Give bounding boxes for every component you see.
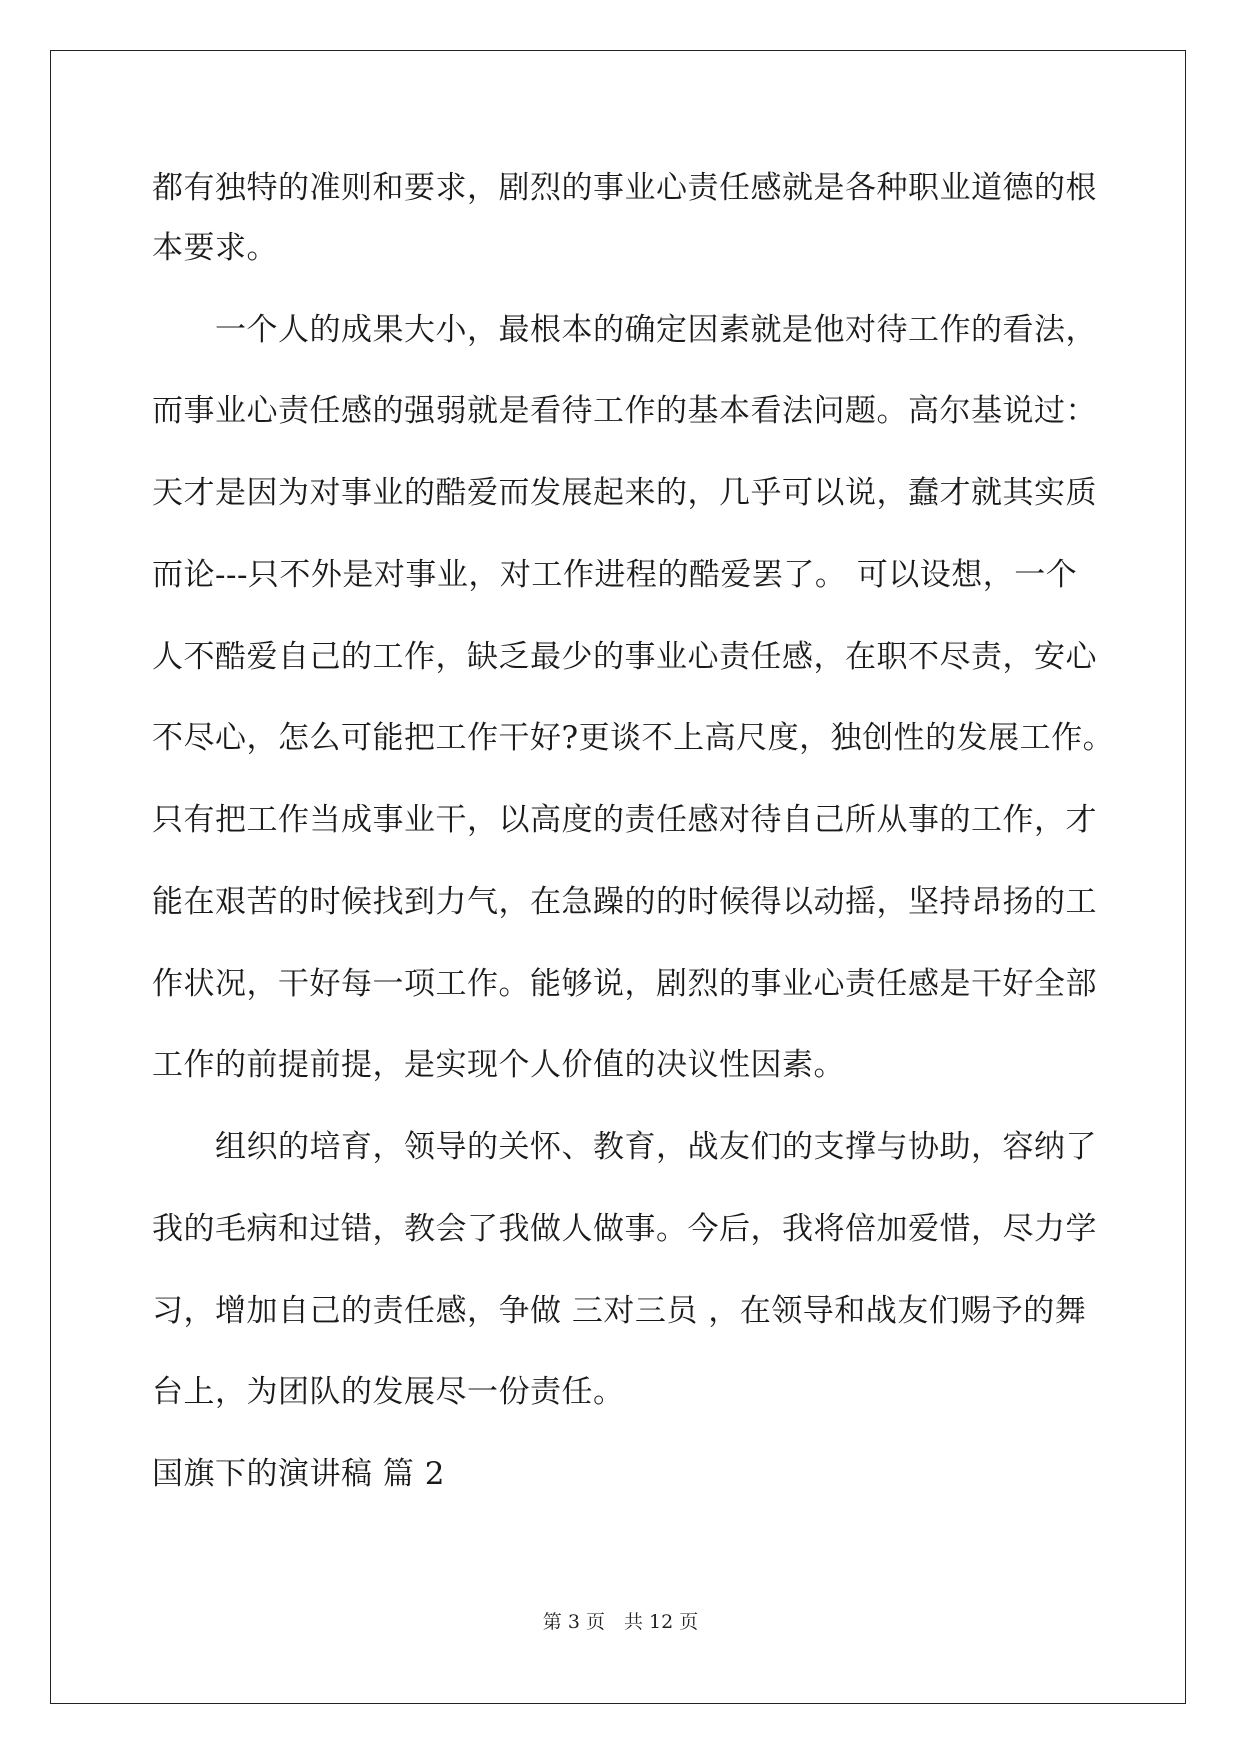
text-line: 本要求。 (152, 230, 278, 266)
text-line: 能在艰苦的时候找到力气，在急躁的的时候得以动摇，坚持昂扬的工 (152, 884, 1097, 920)
text-line: 习，增加自己的责任感，争做 三对三员 ，在领导和战友们赐予的舞 (152, 1293, 1087, 1329)
text-line: 工作的前提前提，是实现个人价值的决议性因素。 (152, 1047, 845, 1083)
text-line: 作状况，干好每一项工作。能够说，剧烈的事业心责任感是干好全部 (152, 966, 1097, 1002)
text-line: 组织的培育，领导的关怀、教育，战友们的支撑与协助，容纳了 (152, 1129, 1097, 1165)
text-line: 人不酷爱自己的工作，缺乏最少的事业心责任感，在职不尽责，安心 (152, 639, 1097, 675)
section-heading: 国旗下的演讲稿 篇 2 (152, 1456, 445, 1492)
text-line: 都有独特的准则和要求，剧烈的事业心责任感就是各种职业道德的根 (152, 170, 1097, 206)
text-line: 我的毛病和过错，教会了我做人做事。今后，我将倍加爱惜，尽力学 (152, 1211, 1097, 1247)
text-line: 不尽心，怎么可能把工作干好?更谈不上高尺度，独创性的发展工作。 (152, 720, 1115, 756)
text-line: 台上，为团队的发展尽一份责任。 (152, 1374, 625, 1410)
text-line: 而事业心责任感的强弱就是看待工作的基本看法问题。高尔基说过： (152, 393, 1097, 429)
page-number-footer: 第 3 页 共 12 页 (542, 1611, 699, 1633)
text-line: 一个人的成果大小，最根本的确定因素就是他对待工作的看法， (152, 312, 1097, 348)
text-line: 只有把工作当成事业干，以高度的责任感对待自己所从事的工作，才 (152, 802, 1097, 838)
text-line: 天才是因为对事业的酷爱而发展起来的，几乎可以说，蠢才就其实质 (152, 475, 1097, 511)
text-line: 而论---只不外是对事业，对工作进程的酷爱罢了。 可以设想，一个 (152, 557, 1078, 593)
